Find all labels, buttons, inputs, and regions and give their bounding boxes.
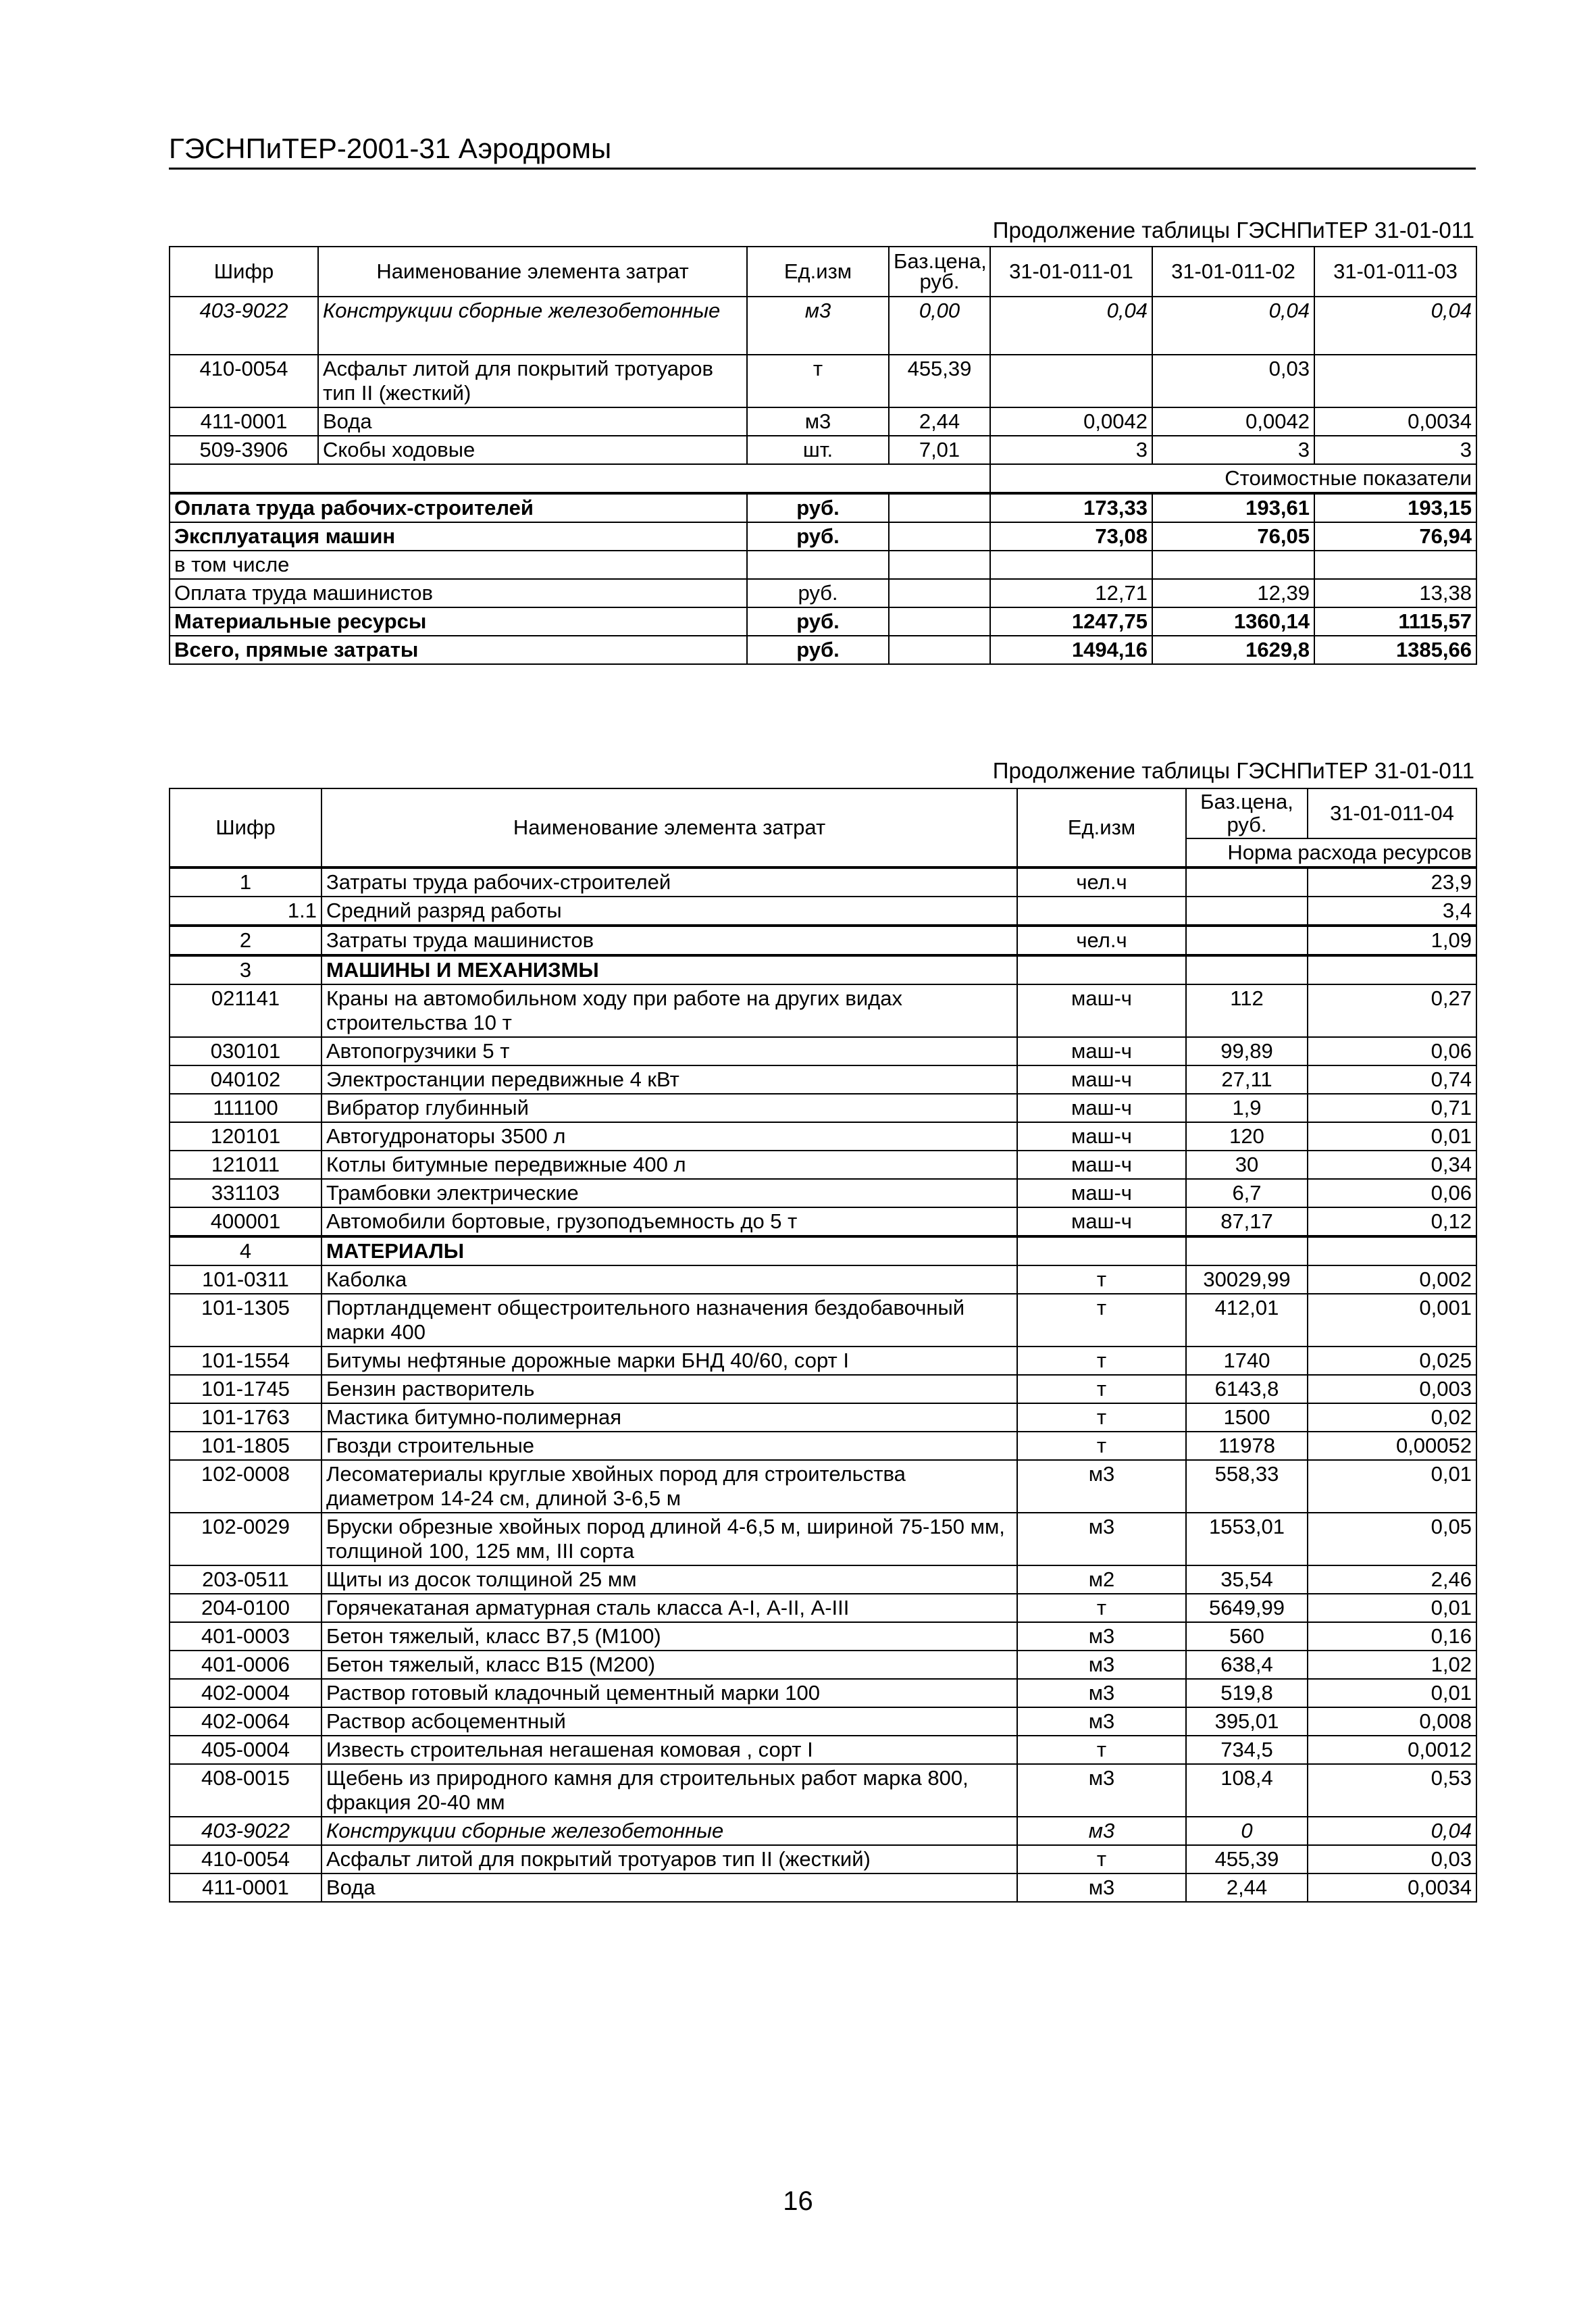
- table2-row: [170, 1622, 1476, 1651]
- row-unit: т: [1017, 1594, 1186, 1622]
- resource-value-02: 0,03: [1152, 355, 1314, 407]
- row-unit: м2: [1017, 1565, 1186, 1594]
- table1-cost-row: [170, 522, 1476, 551]
- row-code: 400001: [170, 1207, 321, 1236]
- table2-body: [170, 867, 1476, 1902]
- resource-name: Конструкции сборные железобетонные: [318, 297, 747, 355]
- row-value-04: 0,003: [1308, 1375, 1476, 1403]
- row-code: 405-0004: [170, 1736, 321, 1764]
- cost-value-02: 1360,14: [1152, 607, 1314, 636]
- resource-unit: м3: [747, 297, 889, 355]
- table2-row: [170, 1432, 1476, 1460]
- row-price: [1186, 1236, 1308, 1265]
- cost-price-empty: [889, 551, 990, 579]
- table1-col-unit: Ед.изм: [747, 247, 889, 297]
- row-unit: [1017, 1236, 1186, 1265]
- resource-value-02: 0,04: [1152, 297, 1314, 355]
- row-price: 455,39: [1186, 1845, 1308, 1873]
- section-spacer: [170, 464, 990, 493]
- table2-row: [170, 1294, 1476, 1347]
- row-value-04: 0,001: [1308, 1294, 1476, 1347]
- row-unit: т: [1017, 1375, 1186, 1403]
- resource-value-03: [1314, 355, 1476, 407]
- row-price: 112: [1186, 984, 1308, 1037]
- row-price: 0: [1186, 1817, 1308, 1845]
- row-value-04: 23,9: [1308, 867, 1476, 897]
- table2-col-price: Баз.цена, руб.: [1186, 788, 1308, 838]
- cost-value-03: [1314, 551, 1476, 579]
- resource-value-03: 0,0034: [1314, 407, 1476, 436]
- row-price: 734,5: [1186, 1736, 1308, 1764]
- row-unit: м3: [1017, 1622, 1186, 1651]
- row-price: 519,8: [1186, 1679, 1308, 1707]
- table1-col-price: Баз.цена, руб.: [889, 247, 990, 297]
- cost-value-02: 193,61: [1152, 493, 1314, 522]
- row-code: 203-0511: [170, 1565, 321, 1594]
- cost-name: Эксплуатация машин: [170, 522, 747, 551]
- row-value-04: [1308, 1236, 1476, 1265]
- row-code: 101-1554: [170, 1347, 321, 1375]
- table1-resource-row: [170, 355, 1476, 407]
- row-name: Асфальт литой для покрытий тротуаров тип II (жесткий): [321, 1845, 1017, 1873]
- row-unit: м3: [1017, 1679, 1186, 1707]
- resource-code: 509-3906: [170, 436, 318, 464]
- row-code: 411-0001: [170, 1873, 321, 1902]
- row-code: 4: [170, 1236, 321, 1265]
- table2: [169, 788, 1477, 1903]
- row-price: 560: [1186, 1622, 1308, 1651]
- table2-col-v4: 31-01-011-04: [1308, 788, 1476, 838]
- table2-row: [170, 1707, 1476, 1736]
- table1-body: [170, 297, 1476, 664]
- table2-row: [170, 1037, 1476, 1065]
- cost-value-02: [1152, 551, 1314, 579]
- table2-row: [170, 926, 1476, 955]
- row-code: 101-1805: [170, 1432, 321, 1460]
- resource-name: Скобы ходовые: [318, 436, 747, 464]
- row-name: Электростанции передвижные 4 кВт: [321, 1065, 1017, 1094]
- table2-col-unit: Ед.изм: [1017, 788, 1186, 867]
- resource-unit: шт.: [747, 436, 889, 464]
- resource-unit: м3: [747, 407, 889, 436]
- row-price: 87,17: [1186, 1207, 1308, 1236]
- row-value-04: 0,0034: [1308, 1873, 1476, 1902]
- row-value-04: 0,01: [1308, 1460, 1476, 1513]
- row-unit: маш-ч: [1017, 1151, 1186, 1179]
- row-unit: т: [1017, 1736, 1186, 1764]
- row-price: 30: [1186, 1151, 1308, 1179]
- resource-price: 455,39: [889, 355, 990, 407]
- row-value-04: 0,04: [1308, 1817, 1476, 1845]
- cost-value-01: 1494,16: [990, 636, 1152, 664]
- cost-value-01: 1247,75: [990, 607, 1152, 636]
- page-number: 16: [783, 2186, 813, 2216]
- table1-col-v3: 31-01-011-03: [1314, 247, 1476, 297]
- row-name: Котлы битумные передвижные 400 л: [321, 1151, 1017, 1179]
- row-price: 395,01: [1186, 1707, 1308, 1736]
- row-code: 402-0064: [170, 1707, 321, 1736]
- table1-cost-row: [170, 551, 1476, 579]
- row-code: 120101: [170, 1122, 321, 1151]
- row-price: 638,4: [1186, 1651, 1308, 1679]
- cost-value-03: 193,15: [1314, 493, 1476, 522]
- row-name: Затраты труда машинистов: [321, 926, 1017, 955]
- row-name: Автомобили бортовые, грузоподъемность до 5 т: [321, 1207, 1017, 1236]
- table2-row: [170, 1764, 1476, 1817]
- row-name: Вибратор глубинный: [321, 1094, 1017, 1122]
- row-value-04: 0,002: [1308, 1265, 1476, 1294]
- table2-row: [170, 1679, 1476, 1707]
- row-name: Автогудронаторы 3500 л: [321, 1122, 1017, 1151]
- table1-col-code: Шифр: [170, 247, 318, 297]
- row-name: Каболка: [321, 1265, 1017, 1294]
- row-unit: т: [1017, 1265, 1186, 1294]
- cost-value-01: 73,08: [990, 522, 1152, 551]
- row-value-04: 0,05: [1308, 1513, 1476, 1565]
- row-unit: маш-ч: [1017, 1122, 1186, 1151]
- row-value-04: 0,12: [1308, 1207, 1476, 1236]
- row-value-04: 0,00052: [1308, 1432, 1476, 1460]
- row-name: Конструкции сборные железобетонные: [321, 1817, 1017, 1845]
- row-code: 3: [170, 955, 321, 984]
- row-unit: м3: [1017, 1817, 1186, 1845]
- cost-name: Оплата труда рабочих-строителей: [170, 493, 747, 522]
- row-unit: м3: [1017, 1873, 1186, 1902]
- cost-value-03: 1385,66: [1314, 636, 1476, 664]
- row-unit: м3: [1017, 1651, 1186, 1679]
- row-value-04: 0,01: [1308, 1594, 1476, 1622]
- cost-name: Всего, прямые затраты: [170, 636, 747, 664]
- resource-value-02: 0,0042: [1152, 407, 1314, 436]
- row-code: 331103: [170, 1179, 321, 1207]
- row-code: 402-0004: [170, 1679, 321, 1707]
- table2-row: [170, 1403, 1476, 1432]
- row-price: 1500: [1186, 1403, 1308, 1432]
- table1-cost-row: [170, 636, 1476, 664]
- resource-code: 411-0001: [170, 407, 318, 436]
- table2-row: [170, 897, 1476, 926]
- table2-row: [170, 1151, 1476, 1179]
- row-price: 30029,99: [1186, 1265, 1308, 1294]
- row-name: Щебень из природного камня для строительных работ марка 800, фракция 20-40 мм: [321, 1764, 1017, 1817]
- row-price: [1186, 867, 1308, 897]
- table2-row: [170, 1845, 1476, 1873]
- row-unit: т: [1017, 1403, 1186, 1432]
- table1-resource-row: [170, 407, 1476, 436]
- row-price: 558,33: [1186, 1460, 1308, 1513]
- row-unit: т: [1017, 1294, 1186, 1347]
- row-value-04: 0,06: [1308, 1037, 1476, 1065]
- table2-row: [170, 1651, 1476, 1679]
- row-name: Бруски обрезные хвойных пород длиной 4-6,5 м, шириной 75-150 мм, толщиной 100, 125 мм, III сорта: [321, 1513, 1017, 1565]
- row-code: 1: [170, 867, 321, 897]
- row-value-04: 0,0012: [1308, 1736, 1476, 1764]
- table2-row: [170, 1265, 1476, 1294]
- row-name: Раствор асбоцементный: [321, 1707, 1017, 1736]
- row-price: 1553,01: [1186, 1513, 1308, 1565]
- row-unit: чел.ч: [1017, 867, 1186, 897]
- row-code: 102-0029: [170, 1513, 321, 1565]
- row-value-04: 0,06: [1308, 1179, 1476, 1207]
- row-name: Бетон тяжелый, класс В15 (М200): [321, 1651, 1017, 1679]
- table1: [169, 246, 1477, 665]
- cost-price-empty: [889, 579, 990, 607]
- row-name: Известь строительная негашеная комовая , сорт I: [321, 1736, 1017, 1764]
- cost-price-empty: [889, 636, 990, 664]
- resource-value-03: 3: [1314, 436, 1476, 464]
- cost-value-03: 1115,57: [1314, 607, 1476, 636]
- table1-cost-row: [170, 493, 1476, 522]
- table2-row: [170, 1513, 1476, 1565]
- row-value-04: 0,02: [1308, 1403, 1476, 1432]
- cost-unit: руб.: [747, 522, 889, 551]
- row-code: 101-1763: [170, 1403, 321, 1432]
- row-unit: маш-ч: [1017, 1207, 1186, 1236]
- row-code: 1.1: [170, 897, 321, 926]
- resource-price: 7,01: [889, 436, 990, 464]
- row-value-04: 2,46: [1308, 1565, 1476, 1594]
- table2-row: [170, 984, 1476, 1037]
- row-name: Гвозди строительные: [321, 1432, 1017, 1460]
- row-code: 401-0003: [170, 1622, 321, 1651]
- row-code: 101-1745: [170, 1375, 321, 1403]
- row-price: [1186, 926, 1308, 955]
- row-code: 102-0008: [170, 1460, 321, 1513]
- row-code: 121011: [170, 1151, 321, 1179]
- resource-value-01: 0,04: [990, 297, 1152, 355]
- row-name: Бетон тяжелый, класс В7,5 (М100): [321, 1622, 1017, 1651]
- table2-row: [170, 955, 1476, 984]
- table2-row: [170, 1375, 1476, 1403]
- table2-row: [170, 1207, 1476, 1236]
- resource-value-01: 3: [990, 436, 1152, 464]
- row-value-04: 0,01: [1308, 1679, 1476, 1707]
- row-unit: маш-ч: [1017, 1065, 1186, 1094]
- row-name: Горячекатаная арматурная сталь класса А-I, А-II, А-III: [321, 1594, 1017, 1622]
- resource-code: 410-0054: [170, 355, 318, 407]
- row-value-04: 0,27: [1308, 984, 1476, 1037]
- cost-unit: руб.: [747, 607, 889, 636]
- row-unit: [1017, 955, 1186, 984]
- resource-value-02: 3: [1152, 436, 1314, 464]
- row-name: Автопогрузчики 5 т: [321, 1037, 1017, 1065]
- row-price: 1740: [1186, 1347, 1308, 1375]
- resource-value-03: 0,04: [1314, 297, 1476, 355]
- table2-row: [170, 1817, 1476, 1845]
- row-value-04: [1308, 955, 1476, 984]
- row-code: 040102: [170, 1065, 321, 1094]
- row-value-04: 0,74: [1308, 1065, 1476, 1094]
- page-header-title: ГЭСНПиТЕР-2001-31 Аэродромы: [169, 132, 612, 164]
- row-price: 99,89: [1186, 1037, 1308, 1065]
- row-name: Бензин растворитель: [321, 1375, 1017, 1403]
- table2-caption: Продолжение таблицы ГЭСНПиТЕР 31-01-011: [992, 758, 1474, 783]
- row-name: Раствор готовый кладочный цементный марки 100: [321, 1679, 1017, 1707]
- section-label: Стоимостные показатели: [990, 464, 1476, 493]
- resource-unit: т: [747, 355, 889, 407]
- table2-col-name: Наименование элемента затрат: [321, 788, 1017, 867]
- row-value-04: 0,34: [1308, 1151, 1476, 1179]
- row-code: 401-0006: [170, 1651, 321, 1679]
- row-name: Трамбовки электрические: [321, 1179, 1017, 1207]
- cost-value-01: 12,71: [990, 579, 1152, 607]
- row-price: 120: [1186, 1122, 1308, 1151]
- table1-caption: Продолжение таблицы ГЭСНПиТЕР 31-01-011: [992, 218, 1474, 243]
- table1-cost-row: [170, 607, 1476, 636]
- table1-cost-row: [170, 579, 1476, 607]
- row-code: 2: [170, 926, 321, 955]
- row-price: 27,11: [1186, 1065, 1308, 1094]
- row-value-04: 3,4: [1308, 897, 1476, 926]
- cost-value-03: 76,94: [1314, 522, 1476, 551]
- row-name: Портландцемент общестроительного назначения бездобавочный марки 400: [321, 1294, 1017, 1347]
- table2-row: [170, 1179, 1476, 1207]
- row-price: 6,7: [1186, 1179, 1308, 1207]
- cost-value-01: [990, 551, 1152, 579]
- table1-section-row: [170, 464, 1476, 493]
- table2-row: [170, 1236, 1476, 1265]
- row-code: 111100: [170, 1094, 321, 1122]
- table2-norm-label: Норма расхода ресурсов: [1186, 838, 1476, 867]
- table2-row: [170, 1347, 1476, 1375]
- table2-row: [170, 1122, 1476, 1151]
- table2-row: [170, 867, 1476, 897]
- row-price: 35,54: [1186, 1565, 1308, 1594]
- row-code: 408-0015: [170, 1764, 321, 1817]
- table1-col-name: Наименование элемента затрат: [318, 247, 747, 297]
- row-code: 403-9022: [170, 1817, 321, 1845]
- cost-price-empty: [889, 493, 990, 522]
- row-price: [1186, 955, 1308, 984]
- row-unit: маш-ч: [1017, 1179, 1186, 1207]
- row-code: 410-0054: [170, 1845, 321, 1873]
- row-unit: [1017, 897, 1186, 926]
- table1-header-row: [170, 247, 1476, 297]
- row-value-04: 1,02: [1308, 1651, 1476, 1679]
- row-unit: т: [1017, 1432, 1186, 1460]
- row-name: МАШИНЫ И МЕХАНИЗМЫ: [321, 955, 1017, 984]
- table2-row: [170, 1594, 1476, 1622]
- table2-col-code: Шифр: [170, 788, 321, 867]
- row-unit: чел.ч: [1017, 926, 1186, 955]
- row-code: 021141: [170, 984, 321, 1037]
- row-price: [1186, 897, 1308, 926]
- row-unit: м3: [1017, 1513, 1186, 1565]
- row-name: Затраты труда рабочих-строителей: [321, 867, 1017, 897]
- row-value-04: 0,03: [1308, 1845, 1476, 1873]
- cost-value-02: 1629,8: [1152, 636, 1314, 664]
- row-price: 5649,99: [1186, 1594, 1308, 1622]
- row-unit: маш-ч: [1017, 1094, 1186, 1122]
- row-unit: м3: [1017, 1707, 1186, 1736]
- row-code: 204-0100: [170, 1594, 321, 1622]
- row-unit: т: [1017, 1347, 1186, 1375]
- row-value-04: 0,01: [1308, 1122, 1476, 1151]
- cost-price-empty: [889, 607, 990, 636]
- table1-col-v2: 31-01-011-02: [1152, 247, 1314, 297]
- cost-name: Материальные ресурсы: [170, 607, 747, 636]
- cost-unit: руб.: [747, 493, 889, 522]
- row-code: 101-1305: [170, 1294, 321, 1347]
- resource-code: 403-9022: [170, 297, 318, 355]
- row-unit: м3: [1017, 1460, 1186, 1513]
- table2-row: [170, 1094, 1476, 1122]
- row-name: Мастика битумно-полимерная: [321, 1403, 1017, 1432]
- row-price: 11978: [1186, 1432, 1308, 1460]
- cost-value-01: 173,33: [990, 493, 1152, 522]
- row-price: 1,9: [1186, 1094, 1308, 1122]
- cost-unit: руб.: [747, 636, 889, 664]
- row-value-04: 0,025: [1308, 1347, 1476, 1375]
- resource-value-01: 0,0042: [990, 407, 1152, 436]
- row-value-04: 0,53: [1308, 1764, 1476, 1817]
- row-code: 030101: [170, 1037, 321, 1065]
- table1-resource-row: [170, 297, 1476, 355]
- row-code: 101-0311: [170, 1265, 321, 1294]
- resource-name: Вода: [318, 407, 747, 436]
- row-name: Вода: [321, 1873, 1017, 1902]
- row-unit: маш-ч: [1017, 984, 1186, 1037]
- cost-value-02: 12,39: [1152, 579, 1314, 607]
- cost-name: Оплата труда машинистов: [170, 579, 747, 607]
- row-name: Щиты из досок толщиной 25 мм: [321, 1565, 1017, 1594]
- table2-row: [170, 1873, 1476, 1902]
- row-price: 6143,8: [1186, 1375, 1308, 1403]
- resource-price: 0,00: [889, 297, 990, 355]
- resource-value-01: [990, 355, 1152, 407]
- cost-unit: [747, 551, 889, 579]
- cost-name: в том числе: [170, 551, 747, 579]
- cost-value-02: 76,05: [1152, 522, 1314, 551]
- table2-row: [170, 1065, 1476, 1094]
- row-value-04: 0,008: [1308, 1707, 1476, 1736]
- row-name: МАТЕРИАЛЫ: [321, 1236, 1017, 1265]
- resource-name: Асфальт литой для покрытий тротуаров тип II (жесткий): [318, 355, 747, 407]
- row-name: Краны на автомобильном ходу при работе на других видах строительства 10 т: [321, 984, 1017, 1037]
- row-value-04: 0,16: [1308, 1622, 1476, 1651]
- table2-row: [170, 1460, 1476, 1513]
- row-unit: т: [1017, 1845, 1186, 1873]
- row-name: Битумы нефтяные дорожные марки БНД 40/60, сорт I: [321, 1347, 1017, 1375]
- row-price: 108,4: [1186, 1764, 1308, 1817]
- resource-price: 2,44: [889, 407, 990, 436]
- cost-unit: руб.: [747, 579, 889, 607]
- header-rule: [169, 168, 1476, 170]
- table1-col-v1: 31-01-011-01: [990, 247, 1152, 297]
- row-value-04: 1,09: [1308, 926, 1476, 955]
- row-unit: м3: [1017, 1764, 1186, 1817]
- row-name: Лесоматериалы круглые хвойных пород для строительства диаметром 14-24 см, длиной 3-6,5 м: [321, 1460, 1017, 1513]
- row-price: 412,01: [1186, 1294, 1308, 1347]
- row-name: Средний разряд работы: [321, 897, 1017, 926]
- table2-row: [170, 1736, 1476, 1764]
- table2-header-row: [170, 788, 1476, 838]
- row-value-04: 0,71: [1308, 1094, 1476, 1122]
- table1-resource-row: [170, 436, 1476, 464]
- cost-price-empty: [889, 522, 990, 551]
- row-unit: маш-ч: [1017, 1037, 1186, 1065]
- table2-row: [170, 1565, 1476, 1594]
- cost-value-03: 13,38: [1314, 579, 1476, 607]
- row-price: 2,44: [1186, 1873, 1308, 1902]
